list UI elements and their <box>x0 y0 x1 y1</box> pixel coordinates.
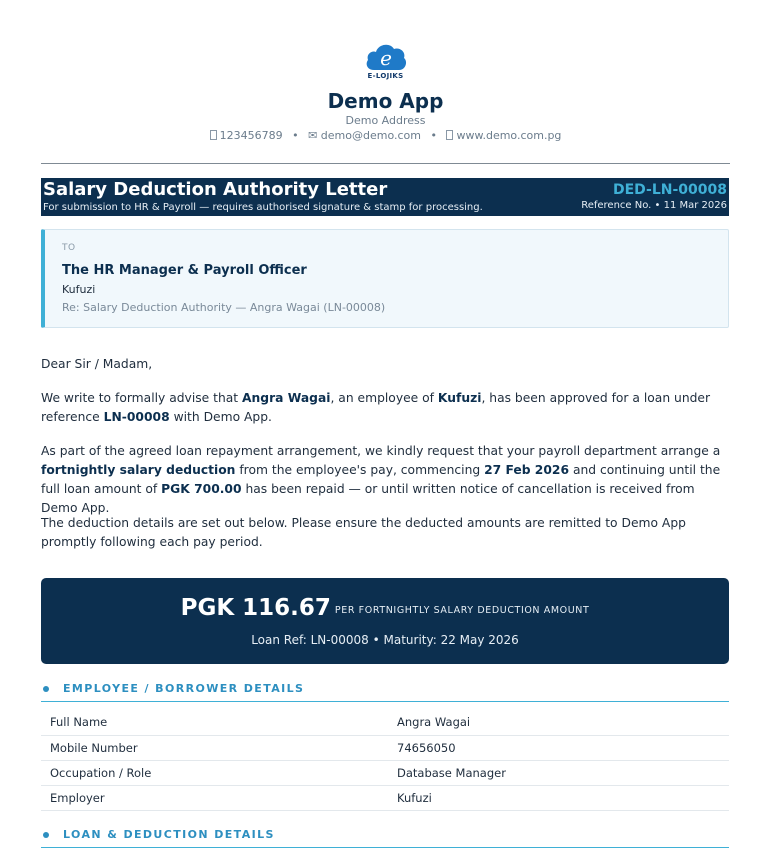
detail-value: Angra Wagai <box>397 710 729 735</box>
deduction-amount-box <box>41 578 729 664</box>
table-row <box>41 760 729 785</box>
detail-label: Mobile Number <box>41 735 397 760</box>
bullet-icon <box>43 832 49 838</box>
phone-icon <box>210 130 217 140</box>
recipient-label: TO <box>62 243 76 253</box>
table-row <box>41 735 729 760</box>
employee-details-table <box>41 710 729 811</box>
header-divider <box>41 163 730 164</box>
amount-row <box>41 594 729 625</box>
detail-value: Database Manager <box>397 760 729 785</box>
svg-text:e: e <box>379 46 392 70</box>
re-line: Re: Salary Deduction Authority — Angra Wagai (LN-00008) <box>62 301 386 314</box>
section-loan-details <box>41 826 729 848</box>
company-website: www.demo.com.pg <box>456 129 562 142</box>
deduction-caption: PER FORTNIGHTLY SALARY DEDUCTION AMOUNT <box>334 605 590 616</box>
reference-number: DED-LN-00008 <box>612 182 727 198</box>
company-logo <box>356 40 416 86</box>
document-title-bar <box>41 178 729 216</box>
text-span: and continuing until the full loan amount of <box>41 463 721 496</box>
recipient-organization: Kufuzi <box>62 283 96 296</box>
paragraph-2 <box>41 442 731 518</box>
section-employee-details <box>41 680 729 702</box>
text-span: , has been approved for a loan under reference <box>41 391 711 424</box>
detail-label: Occupation / Role <box>41 760 397 785</box>
document-subtitle: For submission to HR & Payroll — requires authorised signature & stamp for processing. <box>43 202 483 213</box>
text-span: As part of the agreed loan repayment arrangement, we kindly request that your payroll department arrange a <box>41 444 721 458</box>
reference-meta: Reference No. • 11 Mar 2026 <box>581 200 727 211</box>
section-title: EMPLOYEE / BORROWER DETAILS <box>63 682 305 695</box>
text-span: from the employee's pay, commencing <box>235 463 485 477</box>
bullet-icon <box>43 686 49 692</box>
loan-amount: PGK 700.00 <box>161 482 242 496</box>
section-title: LOAN & DEDUCTION DETAILS <box>63 828 275 841</box>
detail-label: Employer <box>41 785 397 810</box>
loan-reference: LN-00008 <box>103 410 170 424</box>
table-row <box>41 710 729 735</box>
text-span: with Demo App. <box>169 410 272 424</box>
envelope-icon: ✉ <box>308 129 318 142</box>
separator: • <box>292 129 299 142</box>
recipient-box <box>41 229 729 328</box>
text-span: We write to formally advise that <box>41 391 243 405</box>
globe-icon <box>446 130 453 140</box>
detail-value: Kufuzi <box>397 785 729 810</box>
detail-label: Full Name <box>41 710 397 735</box>
text-span: , an employee of <box>330 391 438 405</box>
text-span: has been repaid — or until written notice of cancellation is received from Demo App. <box>41 482 695 515</box>
cloud-logo-icon <box>364 40 408 74</box>
employer-name: Kufuzi <box>437 391 482 405</box>
loan-meta: Loan Ref: LN-00008 • Maturity: 22 May 2026 <box>251 633 519 647</box>
deduction-frequency: fortnightly salary deduction <box>41 463 236 477</box>
recipient-name: The HR Manager & Payroll Officer <box>62 263 307 278</box>
deduction-amount: PGK 116.67 <box>180 595 331 621</box>
paragraph-3: The deduction details are set out below. Please ensure the deducted amounts are remitted to Demo App promptly following each pay period. <box>41 516 686 549</box>
table-row <box>41 785 729 810</box>
document-title: Salary Deduction Authority Letter <box>43 179 388 200</box>
detail-value: 74656050 <box>397 735 729 760</box>
company-phone: 123456789 <box>219 129 283 142</box>
salutation: Dear Sir / Madam, <box>41 357 153 371</box>
company-name: Demo App <box>327 89 444 113</box>
logo-text: E-LOJIKS <box>367 72 404 80</box>
letterhead <box>0 40 771 143</box>
paragraph-1 <box>41 389 731 427</box>
separator: • <box>430 129 437 142</box>
company-address: Demo Address <box>345 114 426 127</box>
company-email: demo@demo.com <box>320 129 421 142</box>
contact-line <box>0 128 771 143</box>
borrower-name: Angra Wagai <box>242 391 331 405</box>
commencement-date: 27 Feb 2026 <box>484 463 570 477</box>
